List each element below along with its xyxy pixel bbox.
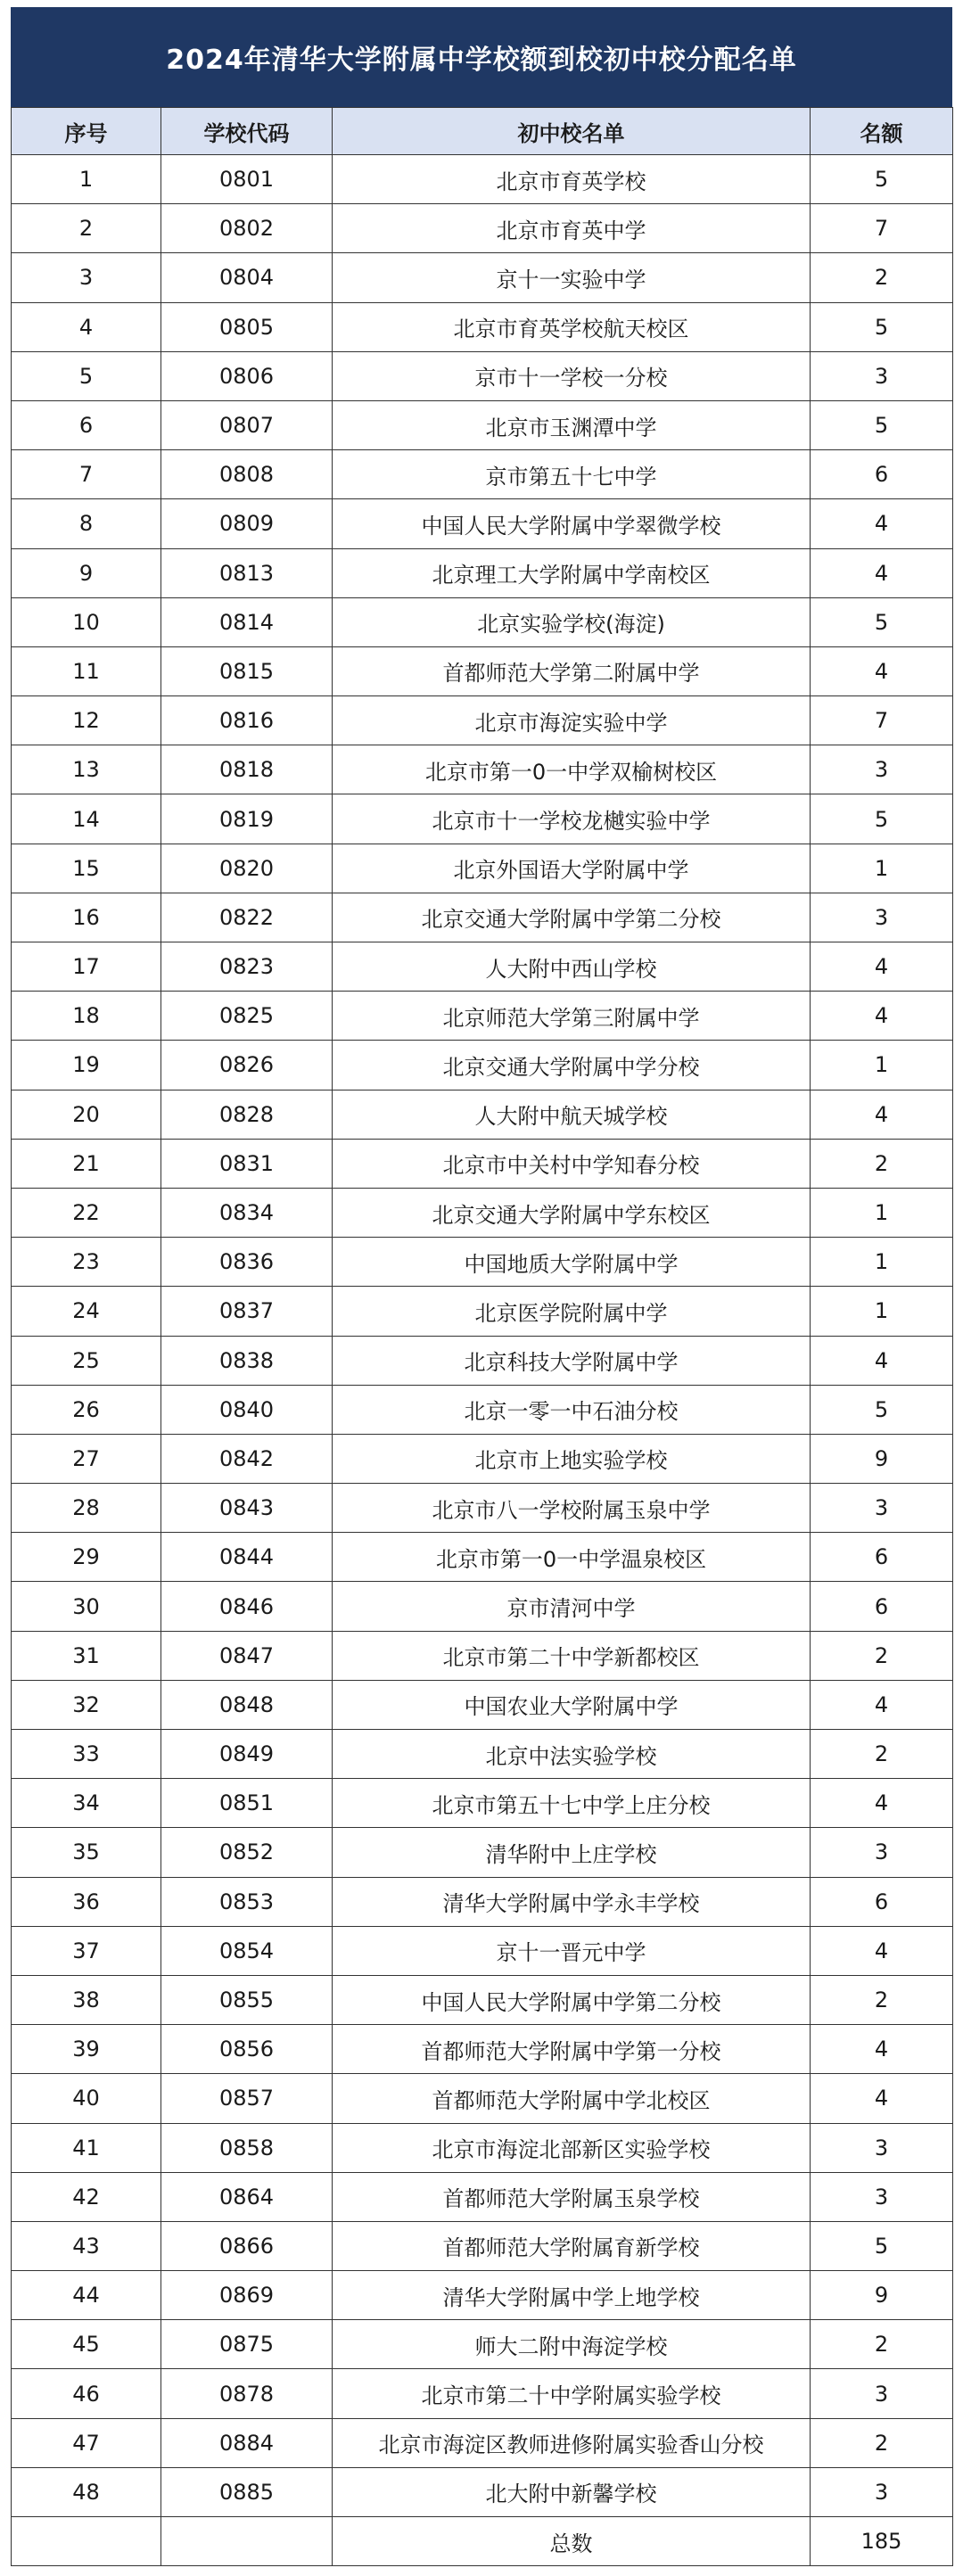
table-row — [12, 1385, 953, 1434]
table-row — [12, 1631, 953, 1680]
table-row — [12, 1484, 953, 1533]
code-cell: 0844 — [161, 1533, 333, 1582]
seq-cell: 14 — [12, 794, 161, 844]
code-cell: 0858 — [161, 2123, 333, 2172]
quota-cell: 5 — [811, 794, 953, 844]
code-cell: 0802 — [161, 204, 333, 253]
quota-cell: 4 — [811, 1779, 953, 1828]
code-cell: 0847 — [161, 1631, 333, 1680]
seq-cell: 22 — [12, 1188, 161, 1237]
quota-cell: 4 — [811, 942, 953, 992]
quota-cell: 4 — [811, 1090, 953, 1139]
school-name-cell: 中国人民大学附属中学翠微学校 — [333, 499, 811, 548]
code-cell: 0806 — [161, 351, 333, 400]
code-cell: 0864 — [161, 2172, 333, 2221]
seq-cell: 29 — [12, 1533, 161, 1582]
quota-cell: 3 — [811, 2123, 953, 2172]
table-row — [12, 1926, 953, 1975]
code-cell: 0840 — [161, 1385, 333, 1434]
seq-cell: 34 — [12, 1779, 161, 1828]
table-row — [12, 2320, 953, 2369]
seq-cell: 16 — [12, 893, 161, 942]
school-name-cell: 北京科技大学附属中学 — [333, 1336, 811, 1385]
school-name-cell: 清华大学附属中学永丰学校 — [333, 1877, 811, 1926]
header-name: 初中校名单 — [333, 108, 811, 155]
table-row — [12, 2467, 953, 2516]
code-cell: 0885 — [161, 2467, 333, 2516]
seq-cell: 19 — [12, 1041, 161, 1090]
allocation-table — [11, 107, 953, 2566]
table-row — [12, 1877, 953, 1926]
code-cell: 0853 — [161, 1877, 333, 1926]
school-name-cell: 北京市海淀区教师进修附属实验香山分校 — [333, 2418, 811, 2467]
school-name-cell: 北京市育英学校航天校区 — [333, 302, 811, 351]
quota-cell: 5 — [811, 2221, 953, 2270]
code-cell: 0819 — [161, 794, 333, 844]
school-name-cell: 北京市八一学校附属玉泉中学 — [333, 1484, 811, 1533]
seq-cell: 48 — [12, 2467, 161, 2516]
seq-cell: 40 — [12, 2074, 161, 2123]
quota-cell: 7 — [811, 696, 953, 745]
table-row — [12, 400, 953, 449]
table-row — [12, 844, 953, 893]
table-row — [12, 1139, 953, 1188]
code-cell: 0869 — [161, 2271, 333, 2320]
table-body — [12, 155, 953, 2517]
table-row — [12, 1533, 953, 1582]
table-row — [12, 450, 953, 499]
quota-cell: 5 — [811, 597, 953, 646]
table-row — [12, 2074, 953, 2123]
quota-cell: 3 — [811, 1484, 953, 1533]
code-cell: 0846 — [161, 1582, 333, 1631]
table-row — [12, 745, 953, 794]
table-row — [12, 2271, 953, 2320]
school-name-cell: 京市十一学校一分校 — [333, 351, 811, 400]
quota-cell: 1 — [811, 844, 953, 893]
header-seq: 序号 — [12, 108, 161, 155]
school-name-cell: 北京市十一学校龙樾实验中学 — [333, 794, 811, 844]
total-label: 总数 — [333, 2517, 811, 2566]
total-value: 185 — [811, 2517, 953, 2566]
school-name-cell: 北京市育英学校 — [333, 155, 811, 204]
table-row — [12, 1434, 953, 1483]
table-title: 2024年清华大学附属中学校额到校初中校分配名单 — [11, 7, 952, 107]
school-name-cell: 人大附中航天城学校 — [333, 1090, 811, 1139]
school-name-cell: 北京理工大学附属中学南校区 — [333, 548, 811, 597]
seq-cell: 42 — [12, 2172, 161, 2221]
table-row — [12, 696, 953, 745]
seq-cell: 44 — [12, 2271, 161, 2320]
school-name-cell: 中国地质大学附属中学 — [333, 1238, 811, 1287]
quota-cell: 7 — [811, 204, 953, 253]
code-cell: 0805 — [161, 302, 333, 351]
school-name-cell: 北京交通大学附属中学东校区 — [333, 1188, 811, 1237]
quota-cell: 6 — [811, 1582, 953, 1631]
school-name-cell: 北京市育英中学 — [333, 204, 811, 253]
code-cell: 0843 — [161, 1484, 333, 1533]
code-cell: 0804 — [161, 253, 333, 302]
school-name-cell: 京十一实验中学 — [333, 253, 811, 302]
seq-cell: 39 — [12, 2025, 161, 2074]
table-row — [12, 1680, 953, 1729]
seq-cell: 4 — [12, 302, 161, 351]
code-cell: 0857 — [161, 2074, 333, 2123]
quota-cell: 2 — [811, 1631, 953, 1680]
school-name-cell: 北京实验学校(海淀) — [333, 597, 811, 646]
school-name-cell: 首都师范大学第二附属中学 — [333, 646, 811, 695]
quota-cell: 2 — [811, 1975, 953, 2024]
code-cell: 0831 — [161, 1139, 333, 1188]
school-name-cell: 北京市第一0一中学双榆树校区 — [333, 745, 811, 794]
seq-cell: 32 — [12, 1680, 161, 1729]
table-row — [12, 2369, 953, 2418]
quota-cell: 9 — [811, 1434, 953, 1483]
code-cell: 0849 — [161, 1730, 333, 1779]
quota-cell: 5 — [811, 302, 953, 351]
code-cell: 0834 — [161, 1188, 333, 1237]
school-name-cell: 北京市第五十七中学上庄分校 — [333, 1779, 811, 1828]
quota-cell: 4 — [811, 992, 953, 1041]
table-row — [12, 1828, 953, 1877]
seq-cell: 26 — [12, 1385, 161, 1434]
header-row — [12, 108, 953, 155]
table-row — [12, 2418, 953, 2467]
table-row — [12, 1287, 953, 1336]
quota-cell: 3 — [811, 893, 953, 942]
seq-cell: 3 — [12, 253, 161, 302]
quota-cell: 2 — [811, 2418, 953, 2467]
table-row — [12, 1041, 953, 1090]
code-cell: 0826 — [161, 1041, 333, 1090]
quota-cell: 6 — [811, 450, 953, 499]
quota-cell: 4 — [811, 1680, 953, 1729]
table-row — [12, 302, 953, 351]
school-name-cell: 京市第五十七中学 — [333, 450, 811, 499]
seq-cell: 5 — [12, 351, 161, 400]
table-row — [12, 204, 953, 253]
table-row — [12, 1582, 953, 1631]
code-cell: 0807 — [161, 400, 333, 449]
quota-cell: 3 — [811, 2172, 953, 2221]
code-cell: 0818 — [161, 745, 333, 794]
table-row — [12, 499, 953, 548]
code-cell: 0852 — [161, 1828, 333, 1877]
seq-cell: 8 — [12, 499, 161, 548]
school-name-cell: 北京一零一中石油分校 — [333, 1385, 811, 1434]
code-cell: 0866 — [161, 2221, 333, 2270]
code-cell: 0825 — [161, 992, 333, 1041]
seq-cell: 9 — [12, 548, 161, 597]
quota-cell: 1 — [811, 1238, 953, 1287]
quota-cell: 1 — [811, 1041, 953, 1090]
seq-cell: 31 — [12, 1631, 161, 1680]
seq-cell: 18 — [12, 992, 161, 1041]
school-name-cell: 北京市第二十中学附属实验学校 — [333, 2369, 811, 2418]
seq-cell: 45 — [12, 2320, 161, 2369]
seq-cell: 28 — [12, 1484, 161, 1533]
school-name-cell: 北大附中新馨学校 — [333, 2467, 811, 2516]
code-cell: 0813 — [161, 548, 333, 597]
table-row — [12, 351, 953, 400]
table-row — [12, 2172, 953, 2221]
seq-cell: 43 — [12, 2221, 161, 2270]
seq-cell: 25 — [12, 1336, 161, 1385]
code-cell: 0814 — [161, 597, 333, 646]
quota-cell: 3 — [811, 1828, 953, 1877]
seq-cell: 46 — [12, 2369, 161, 2418]
code-cell: 0848 — [161, 1680, 333, 1729]
quota-cell: 5 — [811, 400, 953, 449]
code-cell: 0856 — [161, 2025, 333, 2074]
quota-cell: 4 — [811, 548, 953, 597]
quota-cell: 2 — [811, 1730, 953, 1779]
school-name-cell: 中国人民大学附属中学第二分校 — [333, 1975, 811, 2024]
school-name-cell: 北京师范大学第三附属中学 — [333, 992, 811, 1041]
table-row — [12, 253, 953, 302]
school-name-cell: 北京市第一0一中学温泉校区 — [333, 1533, 811, 1582]
code-cell: 0809 — [161, 499, 333, 548]
quota-cell: 4 — [811, 646, 953, 695]
seq-cell: 37 — [12, 1926, 161, 1975]
table-row — [12, 893, 953, 942]
seq-cell: 10 — [12, 597, 161, 646]
quota-cell: 3 — [811, 2369, 953, 2418]
school-name-cell: 首都师范大学附属育新学校 — [333, 2221, 811, 2270]
table-row — [12, 2221, 953, 2270]
school-name-cell: 首都师范大学附属中学第一分校 — [333, 2025, 811, 2074]
code-cell: 0816 — [161, 696, 333, 745]
school-name-cell: 北京市玉渊潭中学 — [333, 400, 811, 449]
seq-cell: 30 — [12, 1582, 161, 1631]
quota-cell: 3 — [811, 745, 953, 794]
quota-cell: 6 — [811, 1877, 953, 1926]
seq-cell: 12 — [12, 696, 161, 745]
seq-cell: 27 — [12, 1434, 161, 1483]
seq-cell: 36 — [12, 1877, 161, 1926]
quota-cell: 4 — [811, 2025, 953, 2074]
table-row — [12, 646, 953, 695]
school-name-cell: 首都师范大学附属玉泉学校 — [333, 2172, 811, 2221]
seq-cell: 2 — [12, 204, 161, 253]
school-name-cell: 京十一晋元中学 — [333, 1926, 811, 1975]
table-row — [12, 2025, 953, 2074]
code-cell: 0837 — [161, 1287, 333, 1336]
quota-cell: 2 — [811, 1139, 953, 1188]
code-cell: 0875 — [161, 2320, 333, 2369]
quota-cell: 3 — [811, 2467, 953, 2516]
table-row — [12, 1238, 953, 1287]
seq-cell: 41 — [12, 2123, 161, 2172]
seq-cell: 47 — [12, 2418, 161, 2467]
seq-cell: 1 — [12, 155, 161, 204]
table-row — [12, 597, 953, 646]
school-name-cell: 北京市中关村中学知春分校 — [333, 1139, 811, 1188]
quota-cell: 9 — [811, 2271, 953, 2320]
school-name-cell: 北京中法实验学校 — [333, 1730, 811, 1779]
code-cell: 0828 — [161, 1090, 333, 1139]
quota-cell: 5 — [811, 155, 953, 204]
seq-cell: 21 — [12, 1139, 161, 1188]
table-row — [12, 942, 953, 992]
table-row — [12, 548, 953, 597]
quota-cell: 6 — [811, 1533, 953, 1582]
quota-cell: 4 — [811, 1336, 953, 1385]
quota-cell: 4 — [811, 2074, 953, 2123]
seq-cell: 38 — [12, 1975, 161, 2024]
school-name-cell: 北京医学院附属中学 — [333, 1287, 811, 1336]
school-name-cell: 首都师范大学附属中学北校区 — [333, 2074, 811, 2123]
header-quota: 名额 — [811, 108, 953, 155]
table-row — [12, 1090, 953, 1139]
seq-cell: 33 — [12, 1730, 161, 1779]
quota-cell: 3 — [811, 351, 953, 400]
code-cell: 0855 — [161, 1975, 333, 2024]
seq-cell: 24 — [12, 1287, 161, 1336]
total-code-cell — [161, 2517, 333, 2566]
table-row — [12, 992, 953, 1041]
school-name-cell: 北京市海淀实验中学 — [333, 696, 811, 745]
school-name-cell: 北京市第二十中学新都校区 — [333, 1631, 811, 1680]
code-cell: 0836 — [161, 1238, 333, 1287]
school-name-cell: 京市清河中学 — [333, 1582, 811, 1631]
table-row — [12, 1779, 953, 1828]
code-cell: 0822 — [161, 893, 333, 942]
school-name-cell: 中国农业大学附属中学 — [333, 1680, 811, 1729]
school-name-cell: 清华附中上庄学校 — [333, 1828, 811, 1877]
seq-cell: 13 — [12, 745, 161, 794]
code-cell: 0820 — [161, 844, 333, 893]
quota-cell: 1 — [811, 1287, 953, 1336]
table-row — [12, 1336, 953, 1385]
code-cell: 0842 — [161, 1434, 333, 1483]
school-name-cell: 师大二附中海淀学校 — [333, 2320, 811, 2369]
code-cell: 0823 — [161, 942, 333, 992]
table-row — [12, 2123, 953, 2172]
code-cell: 0838 — [161, 1336, 333, 1385]
quota-cell: 1 — [811, 1188, 953, 1237]
school-name-cell: 北京交通大学附属中学第二分校 — [333, 893, 811, 942]
table-row — [12, 1188, 953, 1237]
quota-cell: 5 — [811, 1385, 953, 1434]
code-cell: 0801 — [161, 155, 333, 204]
school-name-cell: 北京市海淀北部新区实验学校 — [333, 2123, 811, 2172]
seq-cell: 17 — [12, 942, 161, 992]
code-cell: 0808 — [161, 450, 333, 499]
header-code: 学校代码 — [161, 108, 333, 155]
quota-cell: 4 — [811, 499, 953, 548]
table-row — [12, 1730, 953, 1779]
code-cell: 0851 — [161, 1779, 333, 1828]
school-name-cell: 清华大学附属中学上地学校 — [333, 2271, 811, 2320]
school-name-cell: 北京交通大学附属中学分校 — [333, 1041, 811, 1090]
code-cell: 0884 — [161, 2418, 333, 2467]
seq-cell: 20 — [12, 1090, 161, 1139]
table-row — [12, 155, 953, 204]
seq-cell: 35 — [12, 1828, 161, 1877]
total-seq-cell — [12, 2517, 161, 2566]
quota-cell: 2 — [811, 253, 953, 302]
table-row — [12, 794, 953, 844]
seq-cell: 7 — [12, 450, 161, 499]
seq-cell: 6 — [12, 400, 161, 449]
seq-cell: 11 — [12, 646, 161, 695]
code-cell: 0815 — [161, 646, 333, 695]
school-name-cell: 北京市上地实验学校 — [333, 1434, 811, 1483]
school-name-cell: 北京外国语大学附属中学 — [333, 844, 811, 893]
code-cell: 0878 — [161, 2369, 333, 2418]
seq-cell: 23 — [12, 1238, 161, 1287]
code-cell: 0854 — [161, 1926, 333, 1975]
seq-cell: 15 — [12, 844, 161, 893]
table-row — [12, 1975, 953, 2024]
quota-cell: 4 — [811, 1926, 953, 1975]
school-name-cell: 人大附中西山学校 — [333, 942, 811, 992]
quota-cell: 2 — [811, 2320, 953, 2369]
total-row — [12, 2517, 953, 2566]
